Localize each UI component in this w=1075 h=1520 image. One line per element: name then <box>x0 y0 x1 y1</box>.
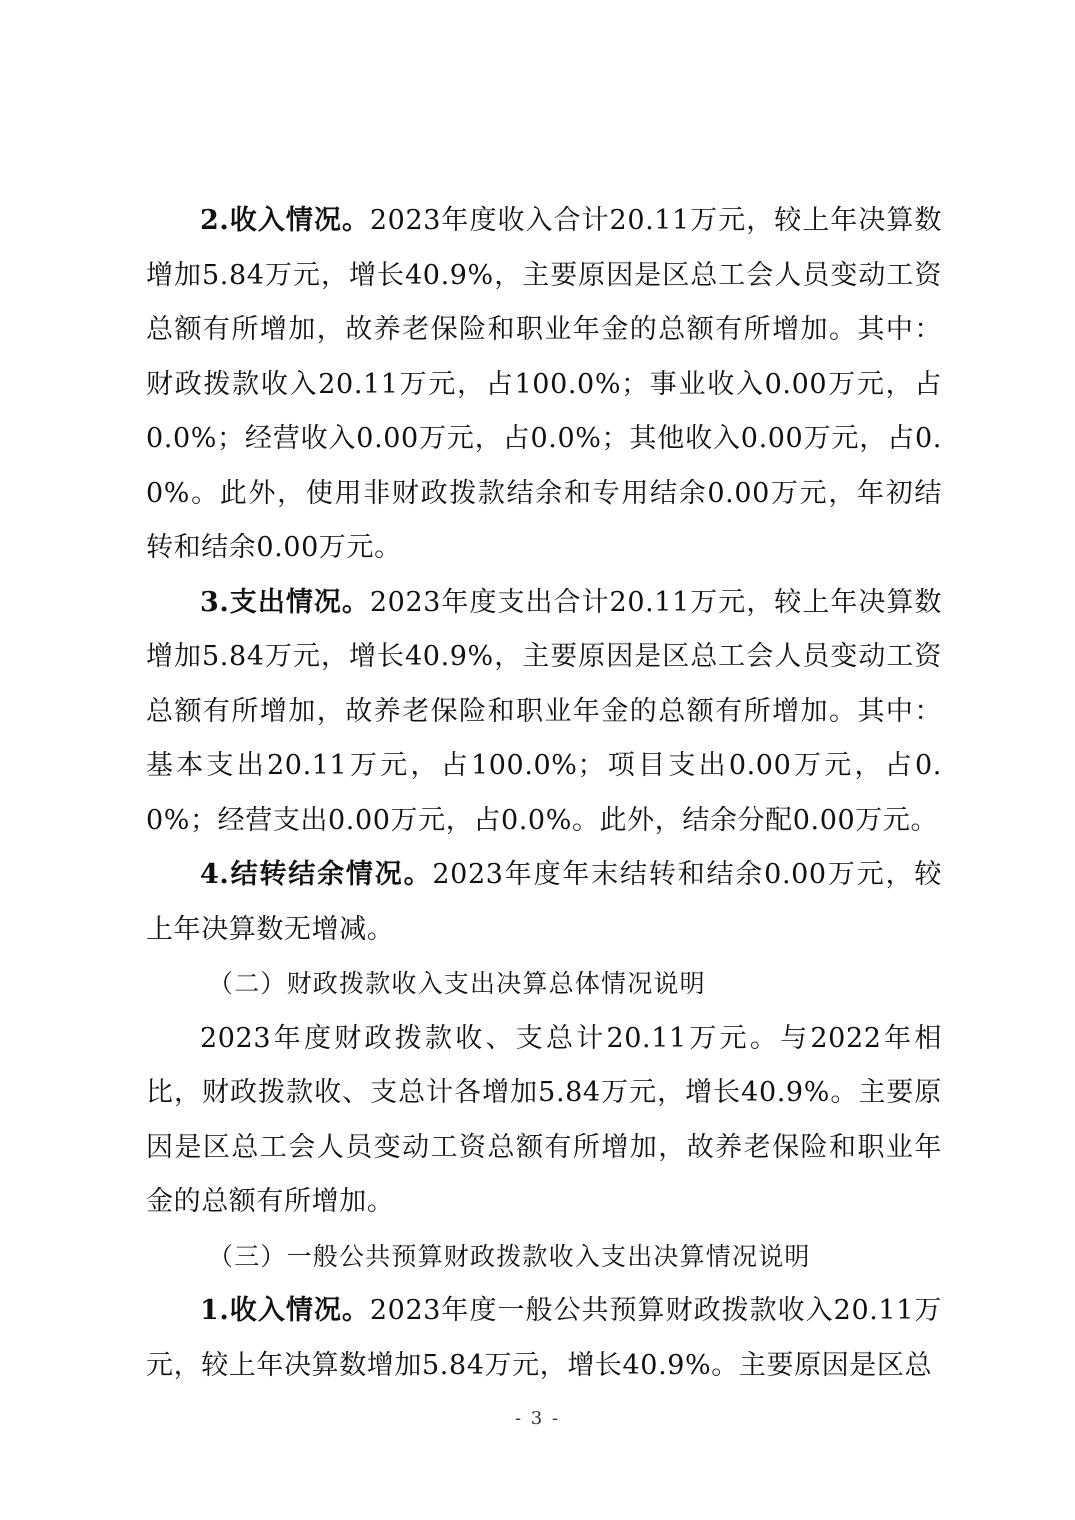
paragraph-fiscal-overview <box>146 1012 942 1230</box>
paragraph-text: 2023年度年末结转和结余0.00万元，较上年决算数无增减。 <box>146 859 942 945</box>
section-heading-general-budget: （三）一般公共预算财政拨款收入支出决算情况说明 <box>208 1241 811 1271</box>
paragraph-text: 2023年度收入合计20.11万元，较上年决算数增加5.84万元，增长40.9%，主要原因是区总工会人员变动工资总额有所增加，故养老保险和职业年金的总额有所增加。其中：财政拨款收入20.11万元，占100.0%；事业收入0.00万元，占0.0%；经营收入0.00万元，占0.0%；其他收入0.00万元，占0.0%。此外，使用非财政拨款结余和专用结余0.00万元，年初结转和结余0.00万元。 <box>146 205 942 563</box>
paragraph-lead: 2.收入情况。 <box>200 205 370 236</box>
paragraph-lead: 1.收入情况。 <box>200 1295 370 1326</box>
paragraph-carryover <box>146 848 942 957</box>
paragraph-text: 2023年度财政拨款收、支总计20.11万元。与2022年相比，财政拨款收、支总计各增加5.84万元，增长40.9%。主要原因是区总工会人员变动工资总额有所增加，故养老保险和职业年金的总额有所增加。 <box>146 1022 942 1217</box>
document-body <box>146 194 942 1393</box>
paragraph-lead: 3.支出情况。 <box>200 586 370 618</box>
section-heading-fiscal-overview: （二）财政拨款收入支出决算总体情况说明 <box>208 969 706 998</box>
paragraph-text: 2023年度支出合计20.11万元，较上年决算数增加5.84万元，增长40.9%，主要原因是区总工会人员变动工资总额有所增加，故养老保险和职业年金的总额有所增加。其中：基本支出20.11万元，占100.0%；项目支出0.00万元，占0.0%；经营支出0.00万元，占0.0%。此外，结余分配0.00万元。 <box>146 586 942 836</box>
paragraph-expenditure <box>146 576 942 849</box>
paragraph-lead: 4.结转结余情况。 <box>200 859 433 890</box>
page-number: - 3 - <box>514 1408 561 1429</box>
paragraph-text: 2023年度一般公共预算财政拨款收入20.11万元，较上年决算数增加5.84万元，增长40.9%。主要原因是区总 <box>146 1295 942 1381</box>
paragraph-income <box>146 194 942 576</box>
paragraph-general-budget-income <box>146 1284 942 1393</box>
